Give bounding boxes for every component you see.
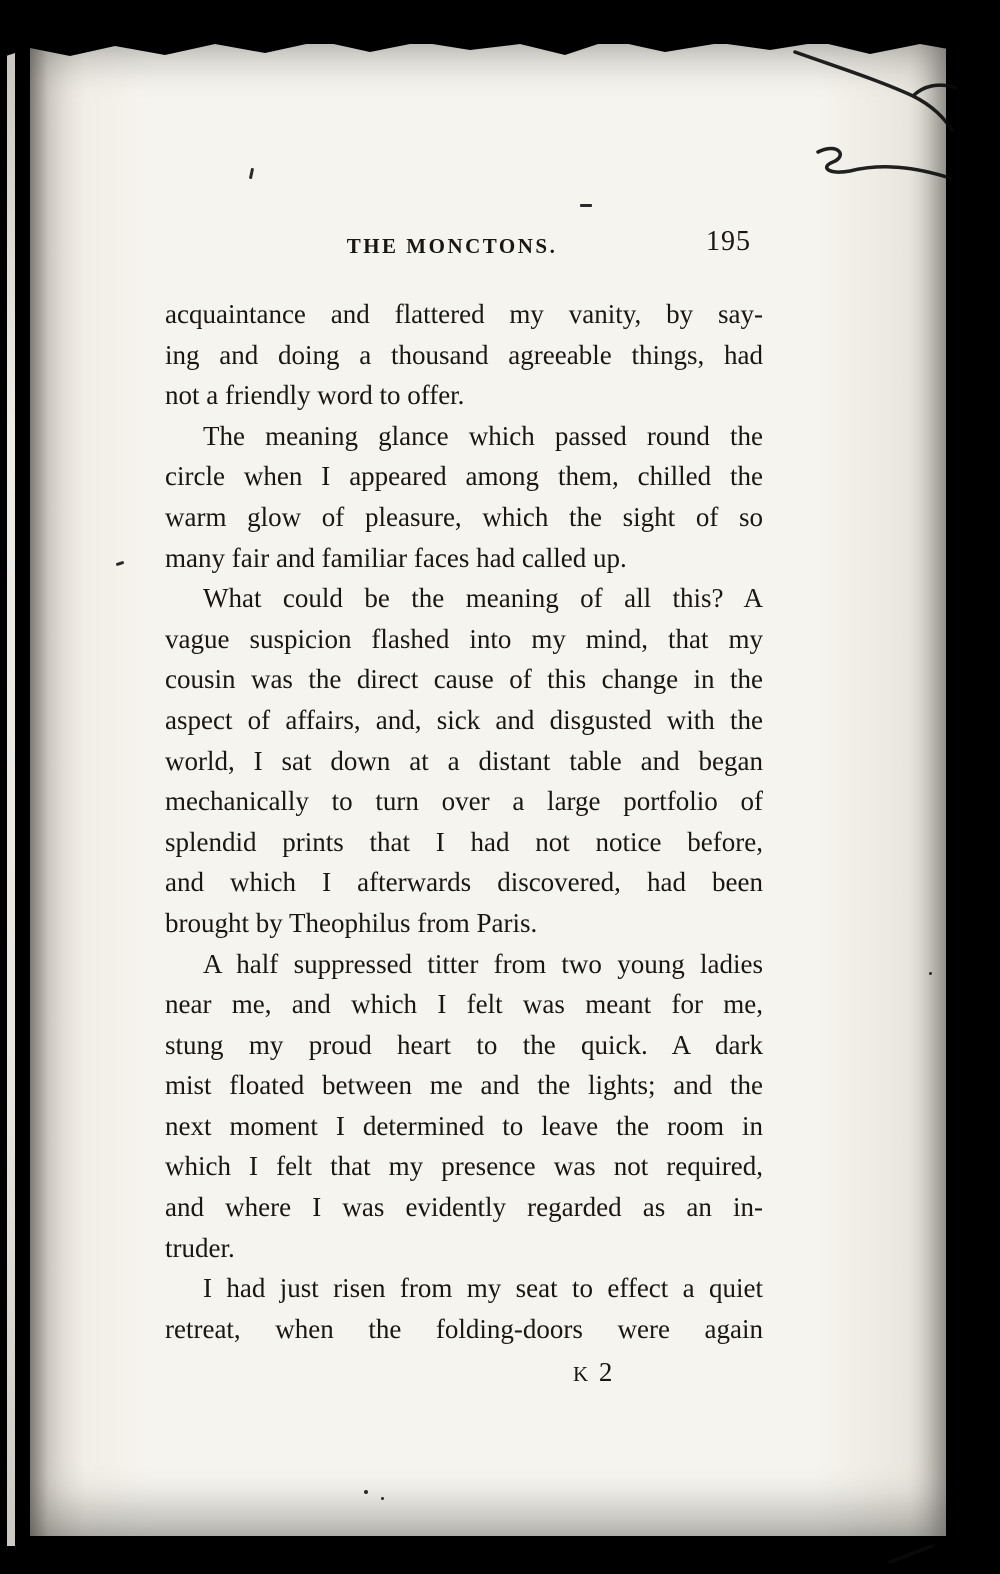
text-line: aspect of affairs, and, sick and disgusted with the [165,704,763,735]
text-line: mechanically to turn over a large portfolio of [165,786,763,817]
text-line: brought by Theophilus from Paris. [165,907,538,938]
text-line: warm glow of pleasure, which the sight of so [165,501,763,532]
text-line: The meaning glance which passed round the [203,420,763,451]
text-line: cousin was the direct cause of this change in the [165,664,763,695]
text-line: stung my proud heart to the quick. A dark [165,1029,763,1060]
text-line: and where I was evidently regarded as an in- [165,1192,763,1223]
page-content [165,228,763,1388]
text-line: mist floated between me and the lights; and the [165,1070,763,1101]
signature-mark [165,1357,763,1388]
signature-number: 2 [598,1357,615,1388]
text-line: near me, and which I felt was meant for me, [165,989,763,1020]
text-line: retreat, when the folding-doors were again [165,1313,763,1344]
text-line: truder. [165,1232,235,1263]
text-line: I had just risen from my seat to effect a quiet [203,1273,763,1304]
text-line: not a friendly word to offer. [165,380,465,411]
text-line: circle when I appeared among them, chilled the [165,461,763,492]
text-line: ing and doing a thousand agreeable things, had [165,339,763,370]
running-title: THE MONCTONS. [346,234,558,258]
text-line: What could be the meaning of all this? A [203,583,763,614]
scan-speck [381,1497,384,1500]
text-line: which I felt that my presence was not required, [165,1151,763,1182]
text-line: splendid prints that I had not notice before, [165,826,763,857]
scan-speck [929,972,932,975]
text-line: A half suppressed titter from two young ladies [203,948,763,979]
scan-speck [580,204,592,207]
book-page [30,44,946,1536]
page-edge-sliver [7,52,15,1546]
text-line: world, I sat down at a distant table and began [165,745,763,776]
text-line: next moment I determined to leave the room in [165,1110,763,1141]
page-number: 195 [706,226,751,257]
text-line: many fair and familiar faces had called up. [165,542,627,573]
page-header [165,228,763,272]
text-line: vague suspicion flashed into my mind, that my [165,623,763,654]
text-line: acquaintance and flattered my vanity, by say- [165,299,763,329]
scan-speck [364,1490,368,1494]
text-block [165,294,763,1349]
signature-letter: K [573,1362,591,1387]
text-line: and which I afterwards discovered, had been [165,867,763,898]
